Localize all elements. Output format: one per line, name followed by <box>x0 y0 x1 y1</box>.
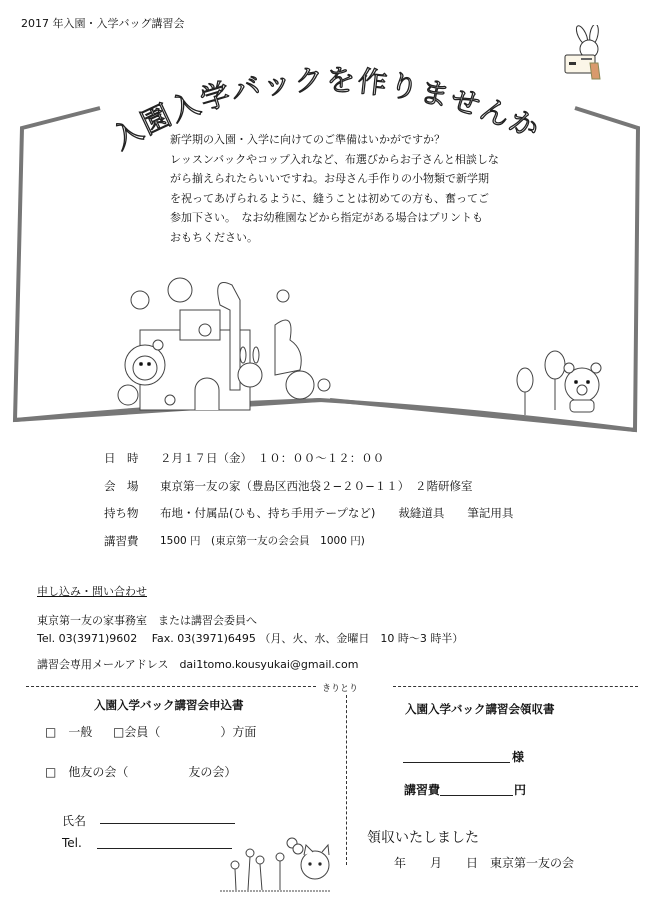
cut-line-left <box>26 686 316 687</box>
receipt-received: 領収いたしました <box>367 830 479 846</box>
intro-line: を祝ってあげられるように、縫うことは初めての方も、奮ってご <box>170 191 489 205</box>
name-field[interactable] <box>100 823 235 824</box>
contact-email: 講習会専用メールアドレス dai1tomo.kousyukai@gmail.com <box>37 658 359 671</box>
detail-label: 持ち物 <box>104 506 139 520</box>
event-details <box>104 450 513 560</box>
tel-label: Tel. <box>62 836 82 850</box>
intro-paragraph <box>170 130 515 247</box>
intro-line: がら揃えられたらいいですね。お母さん手作りの小物類で新学期 <box>170 172 489 185</box>
detail-value: 布地・付属品(ひも、持ち手用テープなど) 裁縫道具 筆記用具 <box>160 506 514 520</box>
detail-value: 東京第一友の家（豊島区西池袋２−２０−１１） ２階研修室 <box>160 478 473 493</box>
detail-row-items <box>104 505 513 533</box>
receipt-fee-field[interactable] <box>440 795 513 796</box>
receipt-name-field[interactable] <box>403 762 510 763</box>
intro-line: おもちください。 <box>170 230 258 244</box>
receipt-title: 入園入学バック講習会領収書 <box>405 702 555 716</box>
receipt-yen: 円 <box>514 783 527 797</box>
intro-line: 新学期の入園・入学に向けてのご準備はいかがですか？ <box>170 133 445 146</box>
detail-value: 1500 円 (東京第一友の会会員 1000 円) <box>160 534 365 547</box>
receipt-fee-label: 講習費 <box>404 783 441 797</box>
detail-row-fee <box>104 533 513 561</box>
header-title: 2017 年入園・入学バッグ講習会 <box>21 17 185 30</box>
intro-line: レッスンバックやコップ入れなど、布選びからお子さんと相談しな <box>170 152 499 166</box>
receipt-sama: 様 <box>512 750 525 764</box>
cut-label: きりとり <box>322 684 359 694</box>
cat-clover-icon <box>220 835 330 895</box>
cut-line-vertical <box>346 695 347 865</box>
detail-value: ２月１７日（金） １０：００〜１２：００ <box>160 451 385 465</box>
name-label: 氏名 <box>62 814 87 828</box>
detail-label: 会 場 <box>104 478 139 493</box>
detail-label: 日 時 <box>104 451 139 465</box>
checkbox-general[interactable]: □ 一般 <box>45 725 93 739</box>
checkbox-member-label: 会員（ ）方面 <box>124 725 257 739</box>
contact-heading: 申し込み・問い合わせ <box>37 585 147 598</box>
intro-line: 参加下さい。 なお幼稚園などから指定がある場合はプリントも <box>170 211 484 224</box>
tel-field[interactable] <box>97 848 232 849</box>
headline-text: 入園入学バックを作りませんか <box>106 62 547 156</box>
receipt-date-org: 年 月 日 東京第一友の会 <box>394 856 575 870</box>
detail-row-venue <box>104 478 513 506</box>
contact-office: 東京第一友の家事務室 または講習会委員へ <box>37 614 257 627</box>
checkbox-other-label: 他友の会（ 友の会） <box>68 765 237 779</box>
detail-label: 講習費 <box>104 533 139 548</box>
detail-row-datetime <box>104 450 513 478</box>
checkbox-member[interactable]: □会員（ ）方面 <box>113 725 257 739</box>
contact-phone-fax: Tel. 03(3971)9602 Fax. 03(3971)6495 （月、火、水、金曜日 10 時〜3 時半） <box>37 632 464 645</box>
checkbox-general-label: 一般 <box>68 725 93 739</box>
application-form-title: 入園入学バック講習会申込書 <box>94 698 244 712</box>
cut-line-right <box>393 686 638 687</box>
checkbox-other-club[interactable]: □ 他友の会（ 友の会） <box>45 765 237 779</box>
